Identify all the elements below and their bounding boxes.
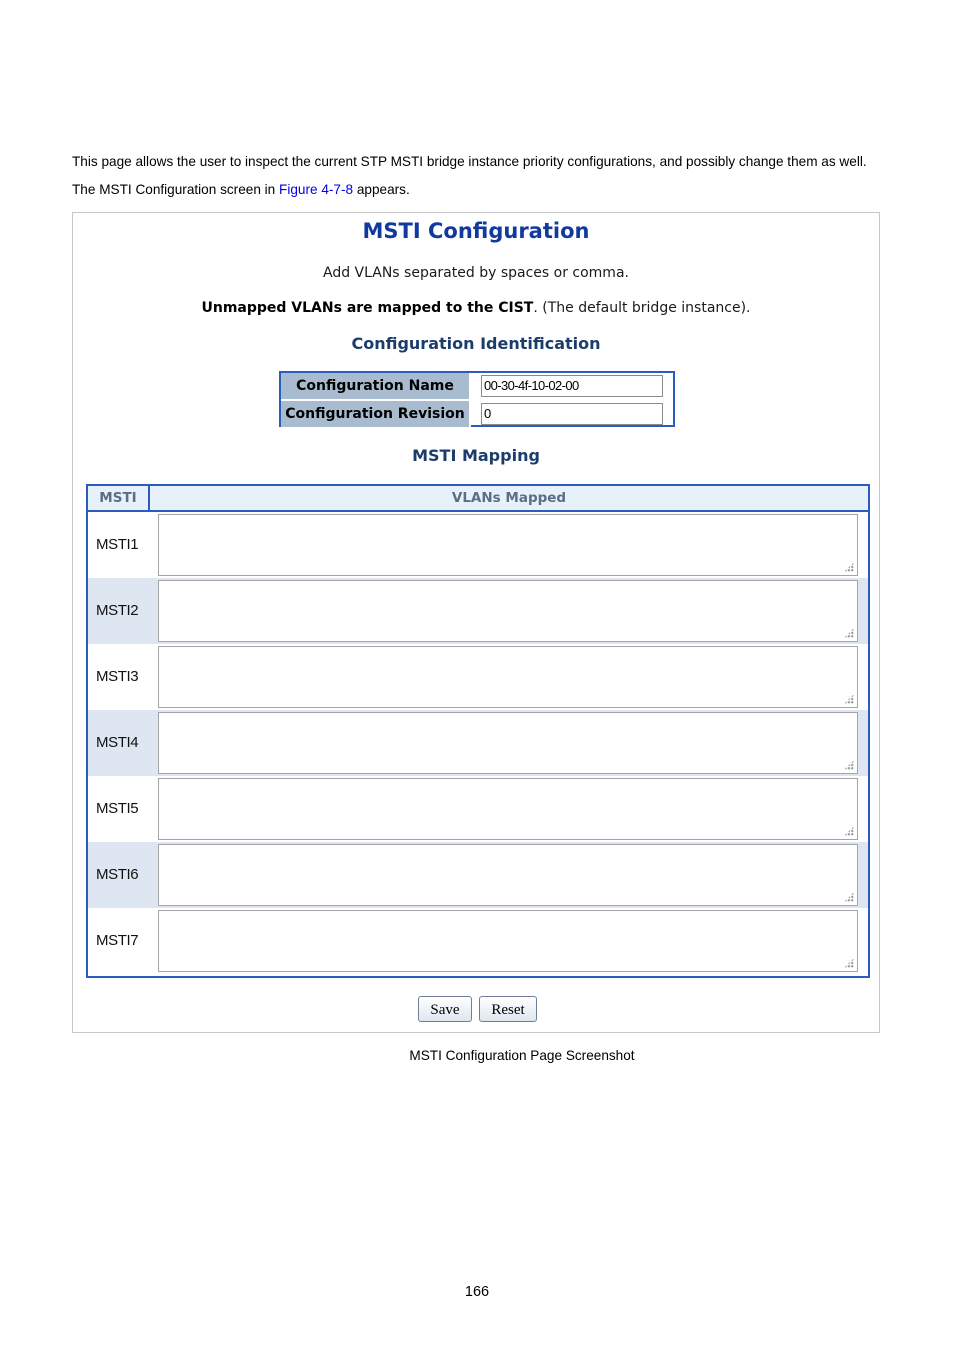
vlans-mapped-textarea[interactable]: [158, 910, 858, 972]
msti-mapping-table: [86, 484, 870, 978]
msti-label: MSTI4: [88, 710, 158, 776]
table-row: [88, 908, 868, 974]
msti-label: MSTI1: [96, 536, 139, 553]
config-revision-row: [281, 400, 673, 427]
msti-label: MSTI3: [96, 668, 139, 685]
page-title: MSTI Configuration: [362, 219, 590, 243]
page-number: 166: [464, 1284, 490, 1300]
table-row: [88, 578, 868, 644]
intro-paragraph: [72, 148, 887, 204]
screenshot-frame: [72, 212, 880, 1033]
reset-button[interactable]: Reset: [479, 996, 537, 1022]
msti-label: MSTI6: [88, 842, 158, 908]
figure-link[interactable]: Figure 4-7-8: [279, 182, 354, 197]
save-button[interactable]: Save: [418, 996, 472, 1022]
resize-grip-icon[interactable]: [844, 562, 854, 572]
vlans-mapped-textarea[interactable]: [158, 712, 858, 774]
unmapped-vlan-note-bold: Unmapped VLANs are mapped to the CIST: [201, 300, 534, 316]
resize-grip-icon[interactable]: [844, 760, 854, 770]
resize-grip-icon[interactable]: [844, 628, 854, 638]
table-row: [88, 644, 868, 710]
column-header-msti: MSTI: [88, 486, 150, 510]
table-header: [88, 486, 868, 512]
config-identification-heading: Configuration Identification: [351, 334, 601, 353]
config-revision-input[interactable]: 0: [481, 403, 663, 425]
msti-label: MSTI7: [96, 932, 139, 949]
resize-grip-icon[interactable]: [844, 694, 854, 704]
msti-mapping-heading: MSTI Mapping: [412, 446, 540, 465]
table-row: [88, 710, 868, 776]
unmapped-vlan-note: [73, 300, 879, 316]
msti-label: MSTI5: [96, 800, 139, 817]
vlans-mapped-textarea[interactable]: [158, 514, 858, 576]
config-name-row: [281, 373, 673, 399]
resize-grip-icon[interactable]: [844, 892, 854, 902]
resize-grip-icon[interactable]: [844, 826, 854, 836]
vlans-mapped-textarea[interactable]: [158, 580, 858, 642]
intro-text-end: appears.: [353, 182, 410, 197]
config-name-input[interactable]: 00-30-4f-10-02-00: [481, 375, 663, 397]
vlan-separator-note: Add VLANs separated by spaces or comma.: [323, 265, 629, 281]
resize-grip-icon[interactable]: [844, 958, 854, 968]
msti-label: MSTI2: [88, 578, 158, 644]
intro-text: This page allows the user to inspect the current STP MSTI bridge instance priority configurations, and possibly change them as well. The MSTI Configuration screen in: [72, 154, 867, 197]
config-identification-table: [279, 371, 675, 427]
vlans-mapped-textarea[interactable]: [158, 646, 858, 708]
vlans-mapped-textarea[interactable]: [158, 844, 858, 906]
figure-caption: MSTI Configuration Page Screenshot: [409, 1048, 635, 1063]
unmapped-vlan-note-rest: . (The default bridge instance).: [533, 300, 751, 316]
table-row: [88, 776, 868, 842]
column-header-vlans-mapped: VLANs Mapped: [451, 490, 567, 506]
config-revision-label: Configuration Revision: [281, 401, 471, 427]
table-row: [88, 842, 868, 908]
vlans-mapped-textarea[interactable]: [158, 778, 858, 840]
config-name-label: Configuration Name: [281, 373, 471, 399]
table-row: [88, 512, 868, 578]
